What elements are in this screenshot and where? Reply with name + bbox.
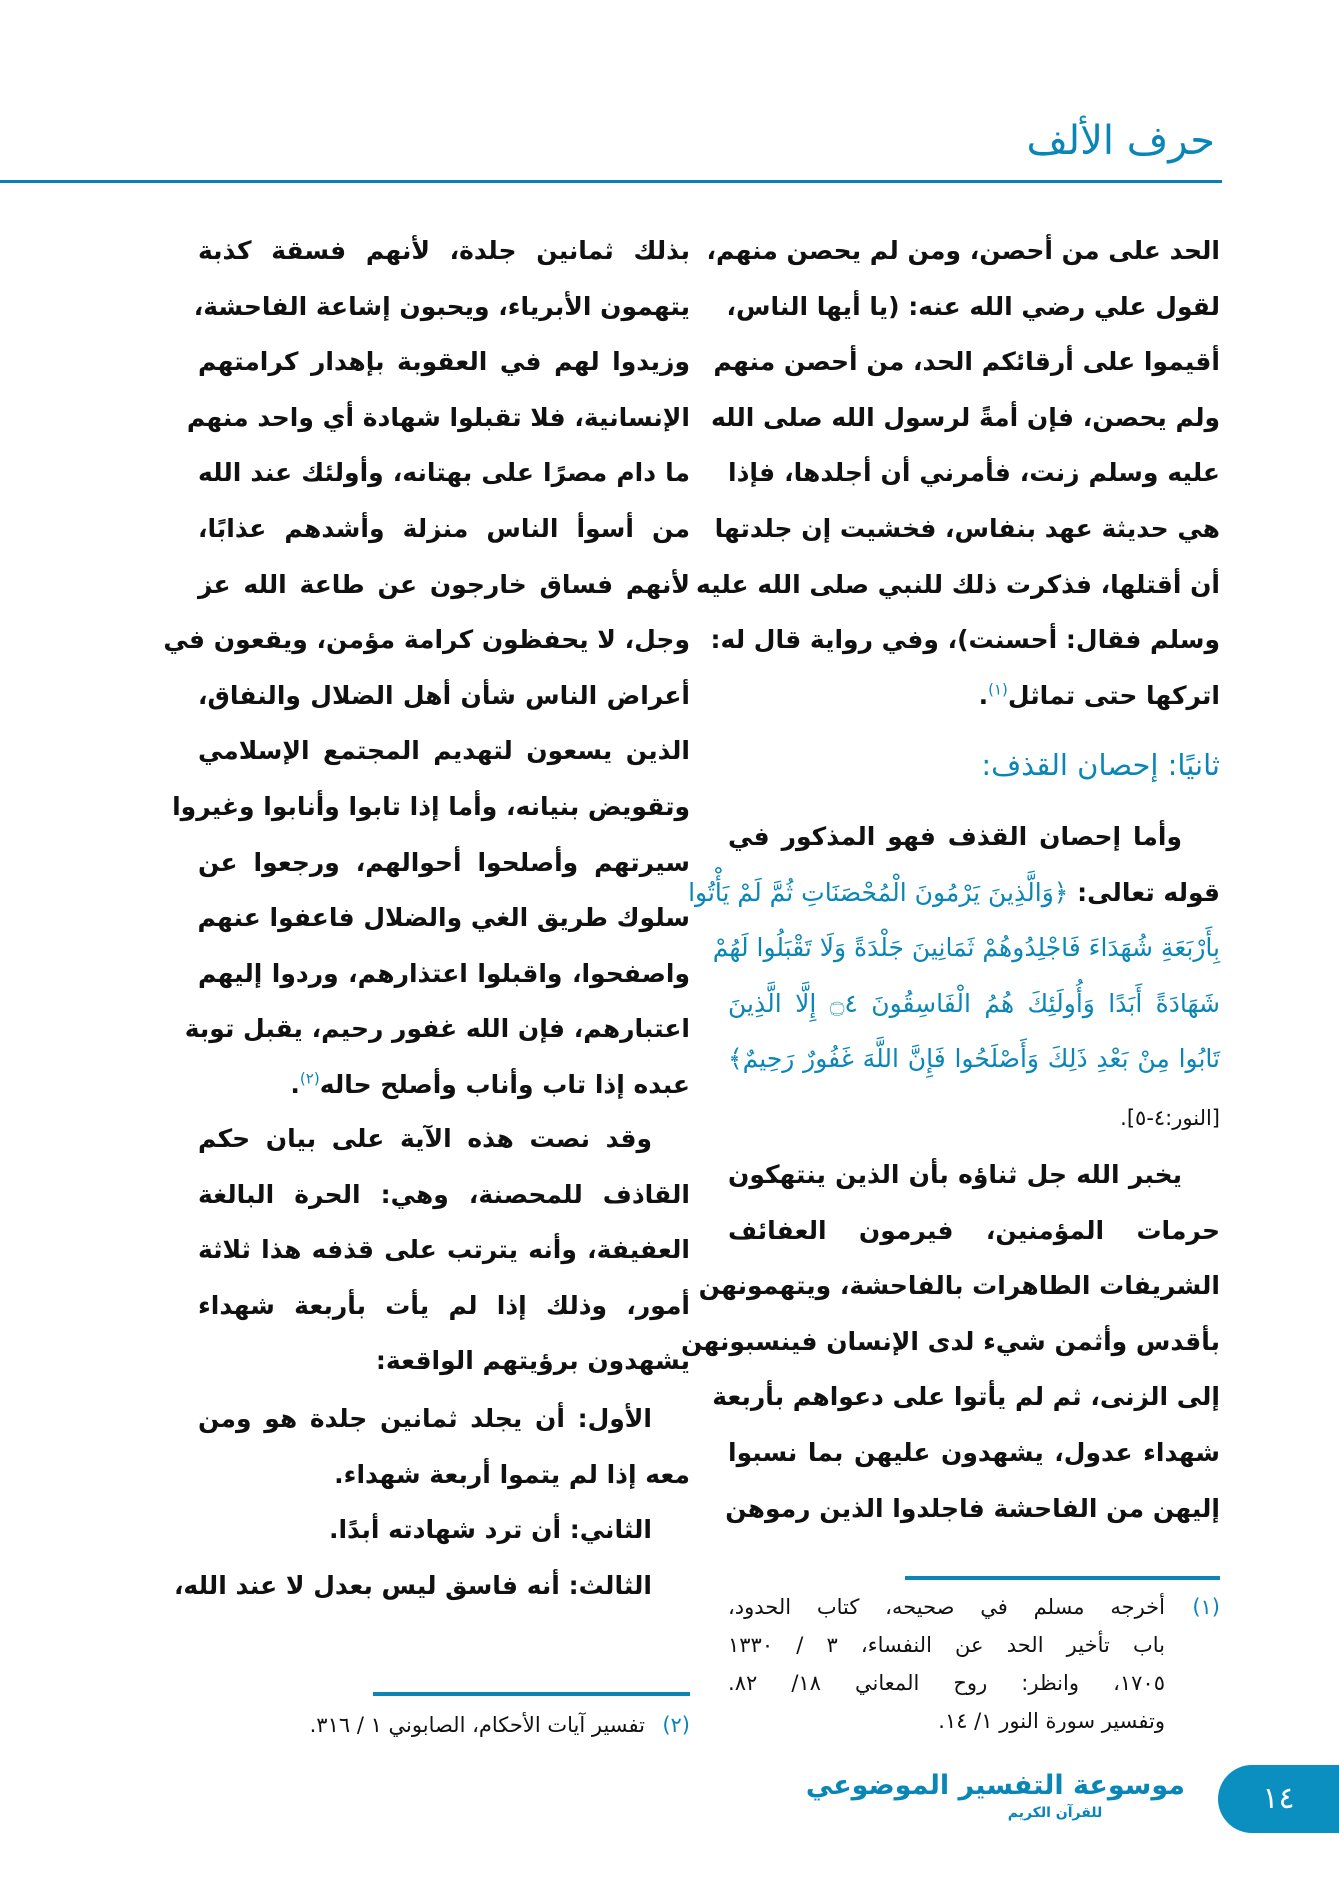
logo-title: موسوعة التفسير الموضوعي <box>805 1770 1185 1801</box>
left-paragraph-1 <box>163 223 690 1113</box>
text-line: الإنسانية، فلا تقبلوا شهادة أي واحد منهم <box>186 402 690 432</box>
line-text: يخبر الله جل ثناؤه بأن الذين ينتهكون <box>728 1160 1182 1189</box>
quran-verse-text: شَهَادَةً أَبَدًا وَأُولَئِكَ هُمُ الْفَاسِقُونَ ۝٤ إِلَّا الَّذِينَ <box>728 988 1220 1018</box>
right-paragraph-2 <box>681 1147 1220 1536</box>
text-line: ما دام مصرًا على بهتانه، وأولئك عند الله <box>198 458 690 488</box>
footnote-marker: (٢) <box>662 1713 690 1737</box>
section-heading: ثانيًا: إحصان القذف: <box>981 748 1220 782</box>
footnote-line: ١٧٠٥، وانظر: روح المعاني ١٨/ ٨٢. <box>728 1671 1165 1695</box>
text-line <box>198 1502 690 1558</box>
text-line: وزيدوا لهم في العقوبة بإهدار كرامتهم <box>198 347 690 377</box>
footnote-1-text <box>728 1588 1165 1740</box>
line-label: الثاني: <box>569 1515 652 1545</box>
line-punctuation: . <box>978 680 989 710</box>
text-line: عليه وسلم زنت، فأمرني أن أجلدها، فإذا <box>728 458 1220 488</box>
text-line <box>728 809 1220 865</box>
text-line: وسلم فقال: أحسنت)، وفي رواية قال له: <box>710 625 1220 655</box>
text-line: القاذف للمحصنة، وهي: الحرة البالغة <box>198 1179 690 1209</box>
text-line: الذين يسعون لتهديم المجتمع الإسلامي <box>198 736 690 766</box>
text-line: لقول علي رضي الله عنه: (يا أيها الناس، <box>726 291 1220 321</box>
text-line: يتهمون الأبرياء، ويحبون إشاعة الفاحشة، <box>193 291 690 321</box>
text-line <box>688 865 1220 921</box>
text-line <box>728 1031 1220 1087</box>
text-line: أمور، وذلك إذا لم يأت بأربعة شهداء <box>198 1290 690 1320</box>
text-line: لأنهم فساق خارجون عن طاعة الله عز <box>198 569 690 599</box>
text-line: إليهن من الفاحشة فاجلدوا الذين رموهن <box>725 1493 1220 1523</box>
text-line: سيرتهم وأصلحوا أحوالهم، ورجعوا عن <box>198 847 690 877</box>
line-text: أن يجلد ثمانين جلدة هو ومن <box>198 1404 578 1433</box>
text-line <box>198 1333 690 1389</box>
text-line <box>728 976 1220 1032</box>
text-line: بأقدس وأثمن شيء لدى الإنسان فينسبونهن <box>681 1326 1220 1356</box>
chapter-title: حرف الألف <box>1026 118 1215 164</box>
text-line: العفيفة، وأنه يترتب على قذفه هذا ثلاثة <box>198 1235 690 1265</box>
footnote-1 <box>728 1588 1220 1740</box>
footnote-reference: (١) <box>988 680 1008 699</box>
line-label: الأول: <box>577 1404 652 1433</box>
text-line: شهداء عدول، يشهدون عليهن بما نسبوا <box>728 1437 1220 1467</box>
line-text: معه إذا لم يتموا أربعة شهداء. <box>334 1459 690 1489</box>
line-text: أنه فاسق ليس بعدل لا عند الله، <box>173 1570 569 1600</box>
line-text: أن ترد شهادته أبدًا. <box>328 1515 570 1545</box>
left-list <box>173 1391 690 1613</box>
footnote-divider-right <box>905 1576 1220 1580</box>
right-paragraph-verse <box>688 809 1220 1087</box>
text-line: الحد على من أحصن، ومن لم يحصن منهم، <box>706 236 1220 265</box>
text-line: واصفحوا، واقبلوا اعتذارهم، وردوا إليهم <box>198 958 690 988</box>
footnote-2-text <box>198 1706 645 1744</box>
footnote-line: وتفسير سورة النور ١/ ١٤. <box>938 1709 1165 1733</box>
line-text: وقد نصت هذه الآية على بيان حكم <box>198 1124 652 1153</box>
text-line: هي حديثة عهد بنفاس، فخشيت إن جلدتها <box>714 513 1220 543</box>
footnote-line: أخرجه مسلم في صحيحه، كتاب الحدود، <box>728 1595 1165 1619</box>
line-label: الثالث: <box>568 1570 652 1600</box>
text-line: اعتبارهم، فإن الله غفور رحيم، يقبل توبة <box>184 1014 690 1044</box>
text-line <box>728 1147 1220 1203</box>
text-line: وتقويض بنيانه، وأما إذا تابوا وأنابوا وغيروا <box>172 791 690 821</box>
text-line <box>198 1111 690 1167</box>
footnote-reference: (٢) <box>299 1069 320 1088</box>
left-paragraph-2 <box>198 1111 690 1389</box>
logo-subtitle: للقرآن الكريم <box>1007 1805 1103 1821</box>
text-line: سلوك طريق الغي والضلال فاعفوا عنهم <box>197 903 690 933</box>
right-paragraph-1 <box>695 223 1220 723</box>
header-divider <box>0 180 1222 183</box>
text-line: حرمات المؤمنين، فيرمون العفائف <box>728 1215 1220 1245</box>
encyclopedia-logo <box>805 1768 1185 1822</box>
line-text: وأما إحصان القذف فهو المذكور في <box>728 822 1182 851</box>
text-line: وجل، لا يحفظون كرامة مؤمن، ويقعون في <box>163 625 690 655</box>
text-line: إلى الزنى، ثم لم يأتوا على دعواهم بأربعة <box>712 1382 1220 1412</box>
text-line <box>728 668 1220 724</box>
line-text: عبده إذا تاب وأناب وأصلح حاله <box>319 1069 690 1099</box>
text-line: أعراض الناس شأن أهل الضلال والنفاق، <box>198 680 690 710</box>
footnote-divider-left <box>373 1692 690 1696</box>
page-number: ١٤ <box>1218 1765 1339 1833</box>
text-line: ولم يحصن، فإن أمةً لرسول الله صلى الله <box>711 402 1220 432</box>
line-text: يشهدون برؤيتهم الواقعة: <box>375 1346 690 1376</box>
text-line: الشريفات الطاهرات بالفاحشة، ويتهمونهن <box>698 1271 1220 1301</box>
footnote-line: باب تأخير الحد عن النفساء، ٣ / ١٣٣٠ <box>728 1633 1165 1657</box>
line-punctuation: . <box>290 1069 300 1099</box>
text-line: أن أقتلها، فذكرت ذلك للنبي صلى الله عليه <box>695 569 1220 599</box>
quran-verse-text: تَابُوا مِنْ بَعْدِ ذَلِكَ وَأَصْلَحُوا فَإِنَّ اللَّهَ غَفُورٌ رَحِيمٌ﴾ <box>728 1044 1220 1074</box>
text-line <box>712 920 1220 976</box>
text-line: أقيموا على أرقائكم الحد، من أحصن منهم <box>713 347 1220 377</box>
quran-verse-text: ﴿وَالَّذِينَ يَرْمُونَ الْمُحْصَنَاتِ ثُمَّ لَمْ يَأْتُوا <box>688 877 1069 907</box>
quran-verse-text: بِأَرْبَعَةِ شُهَدَاءَ فَاجْلِدُوهُمْ ثَمَانِينَ جَلْدَةً وَلَا تَقْبَلُوا لَهُمْ <box>712 933 1220 963</box>
text-line: من أسوأ الناس منزلة وأشدهم عذابًا، <box>198 513 690 543</box>
footnote-2 <box>198 1706 690 1744</box>
text-line: بذلك ثمانين جلدة، لأنهم فسقة كذبة <box>198 236 690 265</box>
text-line <box>198 1057 690 1113</box>
text-line <box>173 1558 690 1614</box>
text-line <box>198 1447 690 1503</box>
line-text: اتركها حتى تماثل <box>1007 680 1220 710</box>
verse-citation: [النور:٤-٥]. <box>1120 1106 1220 1130</box>
footnote-marker: (١) <box>1192 1595 1220 1619</box>
footnote-line: تفسير آيات الأحكام، الصابوني ١ / ٣١٦. <box>309 1713 645 1737</box>
line-label: قوله تعالى: <box>1077 877 1220 907</box>
text-line <box>198 1391 690 1447</box>
